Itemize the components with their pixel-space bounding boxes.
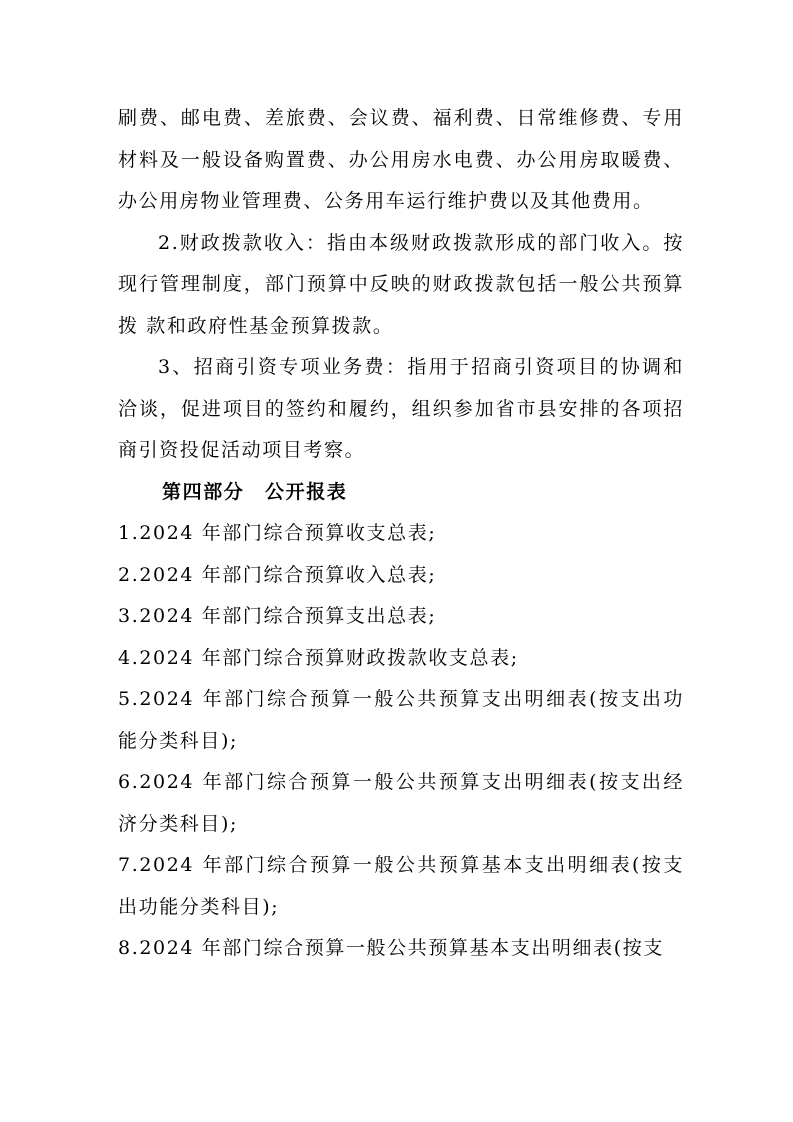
- list-item: 8.2024 年部门综合预算一般公共预算基本支出明细表(按支: [118, 937, 664, 959]
- list-item: 2.2024 年部门综合预算收入总表;: [118, 563, 437, 586]
- paragraph-expense-items: 刷费、邮电费、差旅费、会议费、福利费、日常维修费、专用材料及一般设备购置费、办公用房水电费、办公用房取暖费、办公用房物业管理费、公务用车运行维护费以及其他费用。: [118, 107, 684, 212]
- document-body: [118, 98, 684, 970]
- section-heading: 第四部分 公开报表: [162, 480, 348, 503]
- paragraph-investment-promotion: 3、招商引资专项业务费：指用于招商引资项目的协调和洽谈，促进项目的签约和履约，组织参加省市县安排的各项招商引资投促活动项目考察。: [118, 356, 684, 461]
- list-item: 4.2024 年部门综合预算财政拨款收支总表;: [118, 646, 519, 669]
- list-item: 3.2024 年部门综合预算支出总表;: [118, 605, 437, 627]
- list-item: 6.2024 年部门综合预算一般公共预算支出明细表(按支出经济分类科目);: [118, 771, 684, 835]
- list-item: 1.2024 年部门综合预算收支总表;: [118, 522, 437, 544]
- report-list: [118, 513, 684, 970]
- paragraph-fiscal-appropriation: 2.财政拨款收入：指由本级财政拨款形成的部门收入。按现行管理制度，部门预算中反映的财政拨款包括一般公共预算拨 款和政府性基金预算拨款。: [118, 231, 684, 337]
- list-item: 5.2024 年部门综合预算一般公共预算支出明细表(按支出功能分类科目);: [118, 688, 684, 752]
- list-item: 7.2024 年部门综合预算一般公共预算基本支出明细表(按支出功能分类科目);: [118, 854, 684, 918]
